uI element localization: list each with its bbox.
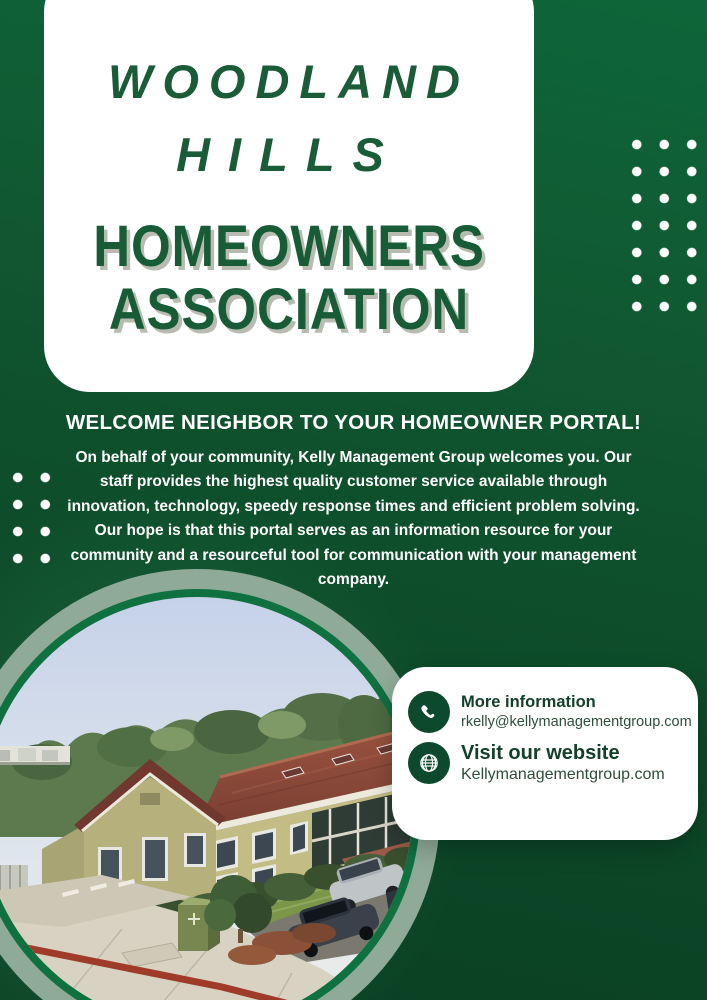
community-photo-illustration <box>0 597 412 1000</box>
hoa-wordmark-line1: HOMEOWNERS <box>93 214 485 279</box>
contact-info-texts <box>461 692 692 731</box>
phone-icon <box>408 691 450 733</box>
contact-website-texts <box>461 741 665 786</box>
dot-grid-right <box>623 131 706 320</box>
contact-website-label: Visit our website <box>461 742 620 764</box>
community-name-line1: WOODLAND <box>108 55 470 108</box>
contact-info-email[interactable]: rkelly@kellymanagementgroup.com <box>461 713 692 730</box>
welcome-paragraph: On behalf of your community, Kelly Management Group welcomes you. Our staff provides the highest quality customer service available through innovation, technology, speedy response times and efficient problem solving. Our hope is that this portal serves as an information resource for your community and a resourceful tool for communication with your management company. <box>67 449 640 589</box>
hoa-wordmark-line2: ASSOCIATION <box>108 276 470 342</box>
welcome-heading: WELCOME NEIGHBOR TO YOUR HOMEOWNER PORTAL! <box>65 411 642 434</box>
header-card <box>44 0 534 392</box>
globe-icon <box>408 742 450 784</box>
community-name-line2: HILLS <box>176 128 402 181</box>
contact-row-website <box>408 741 682 786</box>
contact-info-label: More information <box>461 693 596 712</box>
contact-website-url[interactable]: Kellymanagementgroup.com <box>461 766 665 783</box>
contact-card <box>392 667 698 840</box>
hoa-wordmark <box>44 216 534 341</box>
contact-row-info <box>408 691 692 733</box>
community-photo <box>0 597 412 1000</box>
welcome-section <box>0 411 707 593</box>
